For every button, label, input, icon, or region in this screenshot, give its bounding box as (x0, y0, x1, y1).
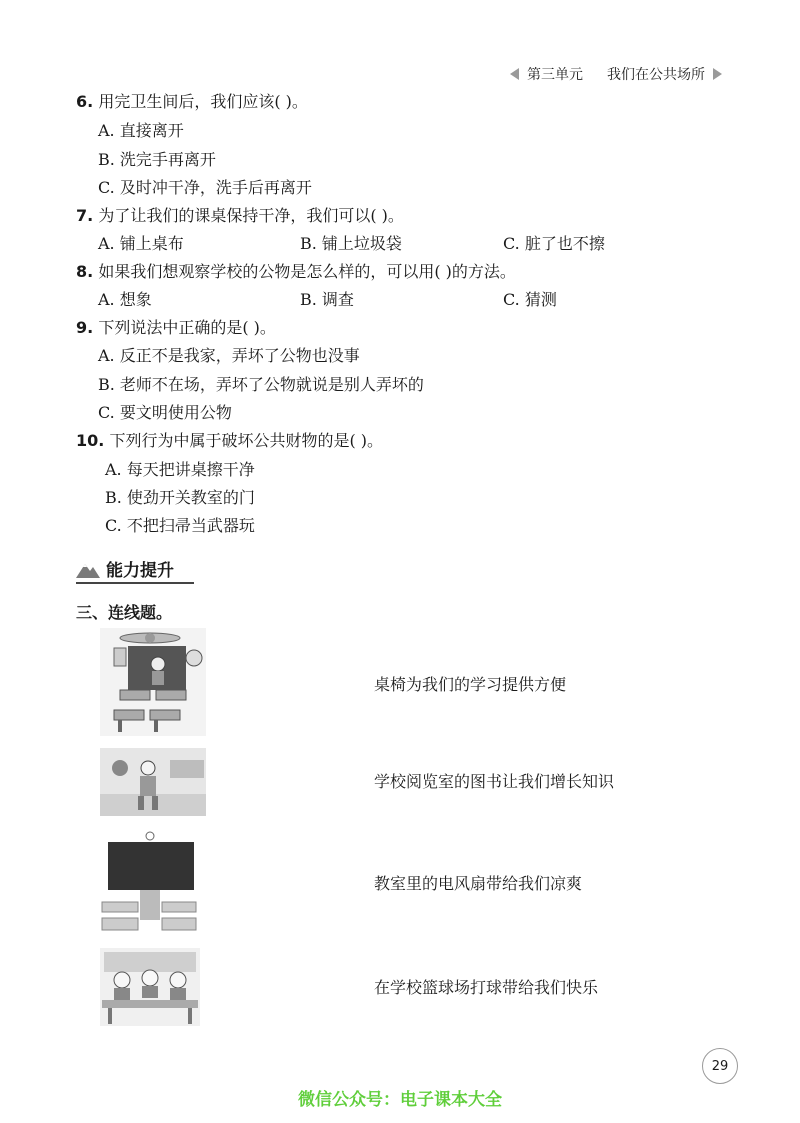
option: C. 不把扫帚当武器玩 (105, 516, 255, 535)
classroom-fan-illustration (100, 628, 206, 736)
triangle-right-icon (713, 68, 722, 80)
option: B. 洗完手再离开 (98, 150, 216, 169)
question-number: 8. (76, 262, 94, 281)
match-item: 桌椅为我们的学习提供方便 (374, 675, 567, 694)
section-title (76, 556, 174, 581)
question-7 (76, 206, 404, 226)
match-item: 教室里的电风扇带给我们凉爽 (374, 874, 583, 893)
option: B. 老师不在场，弄坏了公物就说是别人弄坏的 (98, 375, 424, 394)
unit-title: 我们在公共场所 (607, 67, 705, 83)
option: A. 每天把讲桌擦干净 (105, 460, 255, 479)
option: C. 猜测 (503, 290, 557, 309)
question-6 (76, 92, 308, 112)
option: A. 铺上桌布 (98, 234, 184, 253)
page-header (510, 62, 722, 86)
option: C. 要文明使用公物 (98, 403, 232, 422)
question-text: 下列说法中正确的是( )。 (98, 318, 276, 337)
option: C. 及时冲干净，洗手后再离开 (98, 178, 312, 197)
match-item: 在学校篮球场打球带给我们快乐 (374, 978, 599, 997)
mountain-icon (76, 560, 100, 578)
question-number: 6. (76, 92, 94, 111)
question-number: 10. (76, 431, 105, 450)
question-text: 用完卫生间后，我们应该( )。 (98, 92, 308, 111)
question-8 (76, 262, 516, 282)
reading-room-illustration (100, 948, 200, 1026)
footer-watermark: 微信公众号：电子课本大全 (298, 1090, 502, 1110)
option: A. 想象 (98, 290, 152, 309)
question-number: 7. (76, 206, 94, 225)
question-text: 为了让我们的课桌保持干净，我们可以( )。 (98, 206, 404, 225)
question-10 (76, 431, 383, 451)
option: C. 脏了也不擦 (503, 234, 605, 253)
triangle-left-icon (510, 68, 519, 80)
matching-title: 三、连线题。 (76, 603, 173, 622)
question-text: 如果我们想观察学校的公物是怎么样的，可以用( )的方法。 (98, 262, 516, 281)
option: B. 铺上垃圾袋 (300, 234, 402, 253)
section-title-text: 能力提升 (106, 561, 174, 581)
page-number: 29 (702, 1048, 738, 1084)
option: A. 直接离开 (98, 121, 184, 140)
classroom-screen-illustration (100, 830, 198, 936)
question-number: 9. (76, 318, 94, 337)
unit-label: 第三单元 (527, 67, 583, 83)
option: A. 反正不是我家，弄坏了公物也没事 (98, 346, 360, 365)
option: B. 调查 (300, 290, 354, 309)
basketball-illustration (100, 748, 206, 816)
option: B. 使劲开关教室的门 (105, 488, 255, 507)
question-text: 下列行为中属于破坏公共财物的是( )。 (109, 431, 384, 450)
match-item: 学校阅览室的图书让我们增长知识 (374, 772, 615, 791)
question-9 (76, 318, 276, 338)
